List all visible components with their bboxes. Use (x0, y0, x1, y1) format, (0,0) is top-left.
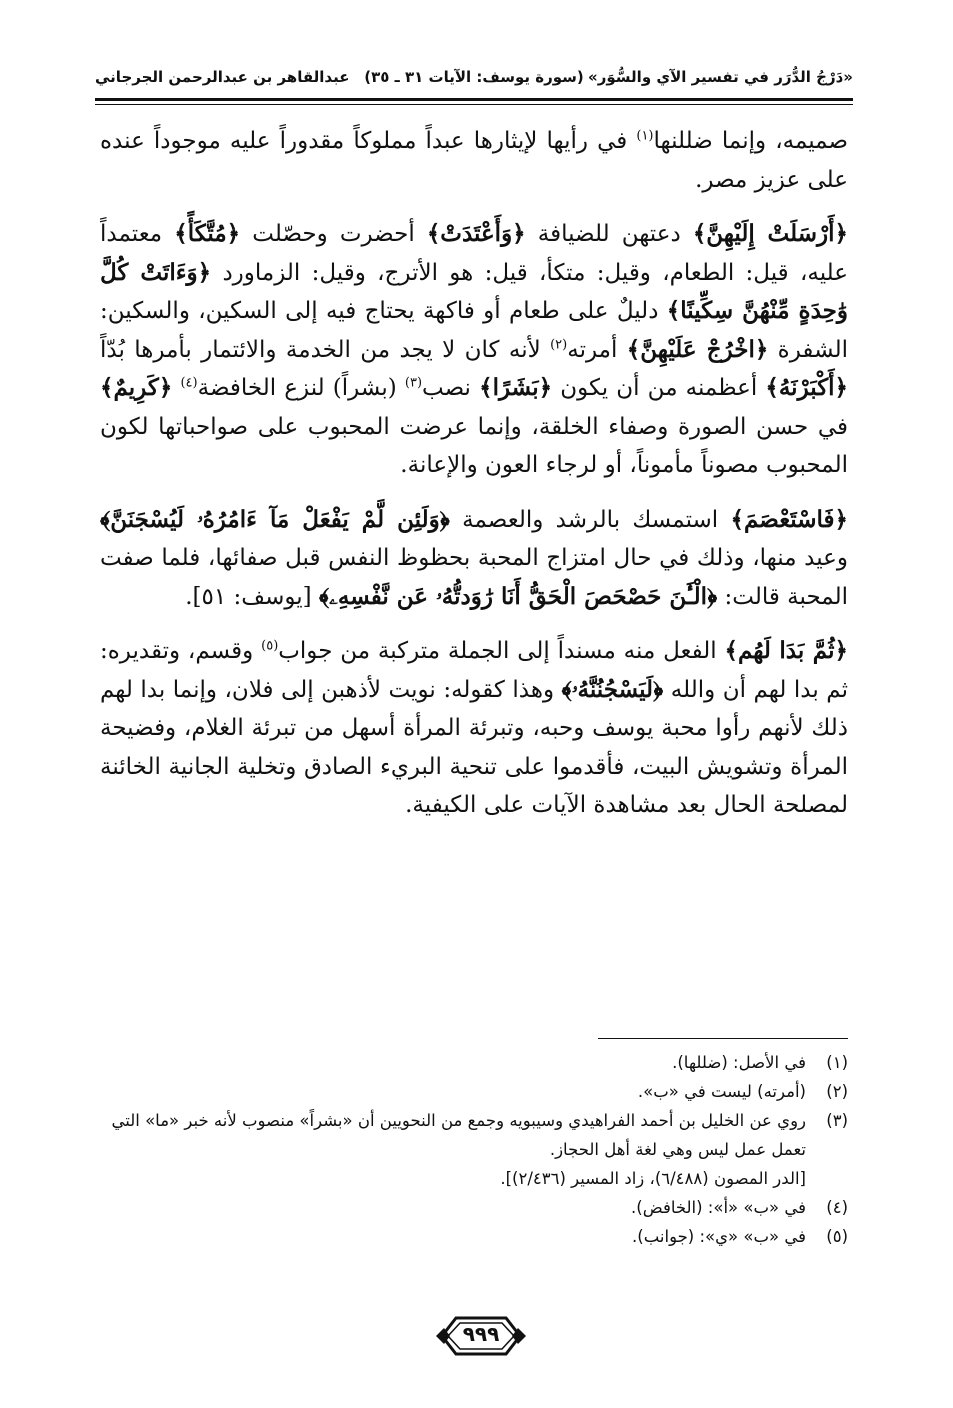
main-text (100, 122, 848, 841)
text-run: وقسم، وتقديره: ثم بدا لهم أن والله (100, 638, 848, 703)
text-run: أعظمنه من أن يكون (552, 375, 766, 401)
quran-quote: ﴿أَكْبَرْنَهُ﴾ (765, 374, 849, 401)
quran-quote: ﴿فَاسْتَعْصَمَ﴾ (730, 505, 848, 533)
footnote-number: (٢) (826, 1082, 848, 1101)
footnote-number: (٣) (826, 1111, 848, 1130)
running-header (95, 62, 853, 100)
footnote-item (100, 1077, 848, 1106)
quran-quote: ﴿وَأَعْتَدَتْ﴾ (426, 220, 526, 247)
footnote-ref-3: (٣) (404, 375, 423, 391)
quran-quote: ﴿بَشَرًا﴾ (479, 374, 553, 401)
footnote-item (100, 1222, 848, 1251)
footnote-separator (598, 1038, 848, 1039)
paragraph-1 (100, 122, 848, 199)
quran-quote: ﴿لَيَسْجُنُنَّهُۥ﴾ (561, 675, 664, 703)
quran-quote: ﴿وَلَئِن لَّمْ يَفْعَلْ مَآ ءَامُرُهُۥ لَيُسْجَنَنَّ﴾ (100, 505, 450, 533)
footnote-ref-1: (١) (636, 128, 654, 144)
footnote-number: (٥) (826, 1227, 848, 1246)
footnote-item (100, 1048, 848, 1077)
text-run: دعتهن للضيافة (525, 221, 693, 247)
text-run: [يوسف: ٥١]. (185, 583, 319, 610)
author-name: عبدالقاهر بن عبدالرحمن الجرجاني (95, 68, 350, 86)
quran-quote: ﴿وَءَاتَتْ كُلَّ وَٰحِدَةٍ مِّنْهُنَّ سِكِّينًا﴾ (100, 258, 848, 324)
page-number-ornament (436, 1312, 526, 1360)
text-run: أحضرت وحصّلت (240, 221, 427, 247)
footnote-ref-2: (٢) (550, 336, 568, 352)
quran-quote: ﴿ثُمَّ بَدَا لَهُم﴾ (724, 637, 848, 664)
footnote-reference: [الدر المصون (٦/٤٨٨)، زاد المسير (٢/٤٣٦)]. (500, 1169, 806, 1188)
page-number: ٩٩٩ (462, 1322, 500, 1346)
text-run: في حسن الصورة وصفاء الخلقة، وإنما عرضت المحبوب على صواحباتها لكون المحبوب مصوناً مأموناً، أو لرجاء العون والإعانة. (100, 413, 848, 478)
paragraph-3 (100, 501, 848, 617)
text-run: معتمداً عليه، قيل: الطعام، وقيل: متكأ، قيل: هو الأترج، وقيل: الزماورد (100, 221, 848, 286)
text-run: (بشراً) لنزع الخافضة (197, 375, 405, 401)
footnote-number: (١) (826, 1053, 848, 1072)
header-rule-thin (95, 104, 853, 105)
text-run: وعيد منها، وذلك في حال امتزاج المحبة بحظوظ النفس قبل صفائها، فلما صفت المحبة قالت: (100, 545, 848, 610)
text-run: لأنه كان لا يجد من الخدمة والائتمار بأمرها بُدّاً (100, 336, 551, 363)
paragraph-4 (100, 632, 848, 825)
footnote-text: في الأصل: (ضللها). (672, 1053, 806, 1072)
footnotes (100, 1048, 848, 1251)
text-run: وهذا كقوله: نويت لأذهبن إلى فلان، وإنما بدا لهم ذلك لأنهم رأوا محبة يوسف وحبه، وتبرئة المرأة أسهل من تبرئة الغلام، وفضيحة المرأة وتشويش البيت، فأقدموا على تنحية البريء الصادق وتخلية الجانية الخائنة لمصلحة الحال بعد مشاهدة الآيات على الكيفية. (100, 676, 848, 818)
book-title: «دَرْجُ الدُّرَر في تفسير الآي والسُّوَر» (588, 68, 853, 86)
text-run: أمرته (567, 336, 627, 363)
section-title: (سورة يوسف: الآيات ٣١ ـ ٣٥) (364, 68, 584, 86)
footnote-text: في «ب» «أ»: (الخافض). (631, 1198, 806, 1217)
text-run: صميمه، وإنما ضللنها (653, 128, 849, 154)
quran-quote: ﴿مُتَّكَأً﴾ (174, 220, 241, 247)
text-run: دليلٌ على طعام أو فاكهة يحتاج فيه إلى السكين، والسكين: الشفرة (100, 298, 848, 363)
quran-quote: ﴿أَرْسَلَتْ إِلَيْهِنَّ﴾ (692, 220, 848, 247)
footnote-ref-5: (٥) (261, 638, 279, 654)
footnote-item (100, 1193, 848, 1222)
footnote-text: (أمرته) ليست في «ب». (637, 1082, 806, 1101)
footnote-item (100, 1106, 848, 1193)
text-run: في رأيها لإيثارها عبداً مملوكاً مقدوراً عليه موجوداً عنده على عزيز مصر. (100, 128, 848, 193)
footnote-ref-4: (٤) (180, 375, 198, 391)
quran-quote: ﴿اخْرُجْ عَلَيْهِنَّ﴾ (626, 335, 769, 363)
text-run: استمسك بالرشد والعصمة (449, 506, 731, 533)
footnote-text: في «ب» «ي»: (جوانب). (632, 1227, 806, 1246)
quran-quote: ﴿كَرِيمٌ﴾ (100, 374, 173, 401)
text-run: نصب (422, 375, 480, 401)
footnote-text: روي عن الخليل بن أحمد الفراهيدي وسيبويه وجمع من النحويين أن «بشراً» منصوب لأنه خبر «ما» التي تعمل عمل ليس وهي لغة أهل الحجاز. (111, 1111, 806, 1159)
footnote-number: (٤) (826, 1198, 848, 1217)
text-run: الفعل منه مسنداً إلى الجملة متركبة من جواب (278, 638, 725, 664)
quran-quote: ﴿الْـَٰٔنَ حَصْحَصَ الْحَقُّ أَنَا رَٰوَدتُّهُۥ عَن نَّفْسِهِۦ﴾ (318, 582, 718, 610)
header-rule-thick (95, 98, 853, 101)
paragraph-2 (100, 215, 848, 485)
